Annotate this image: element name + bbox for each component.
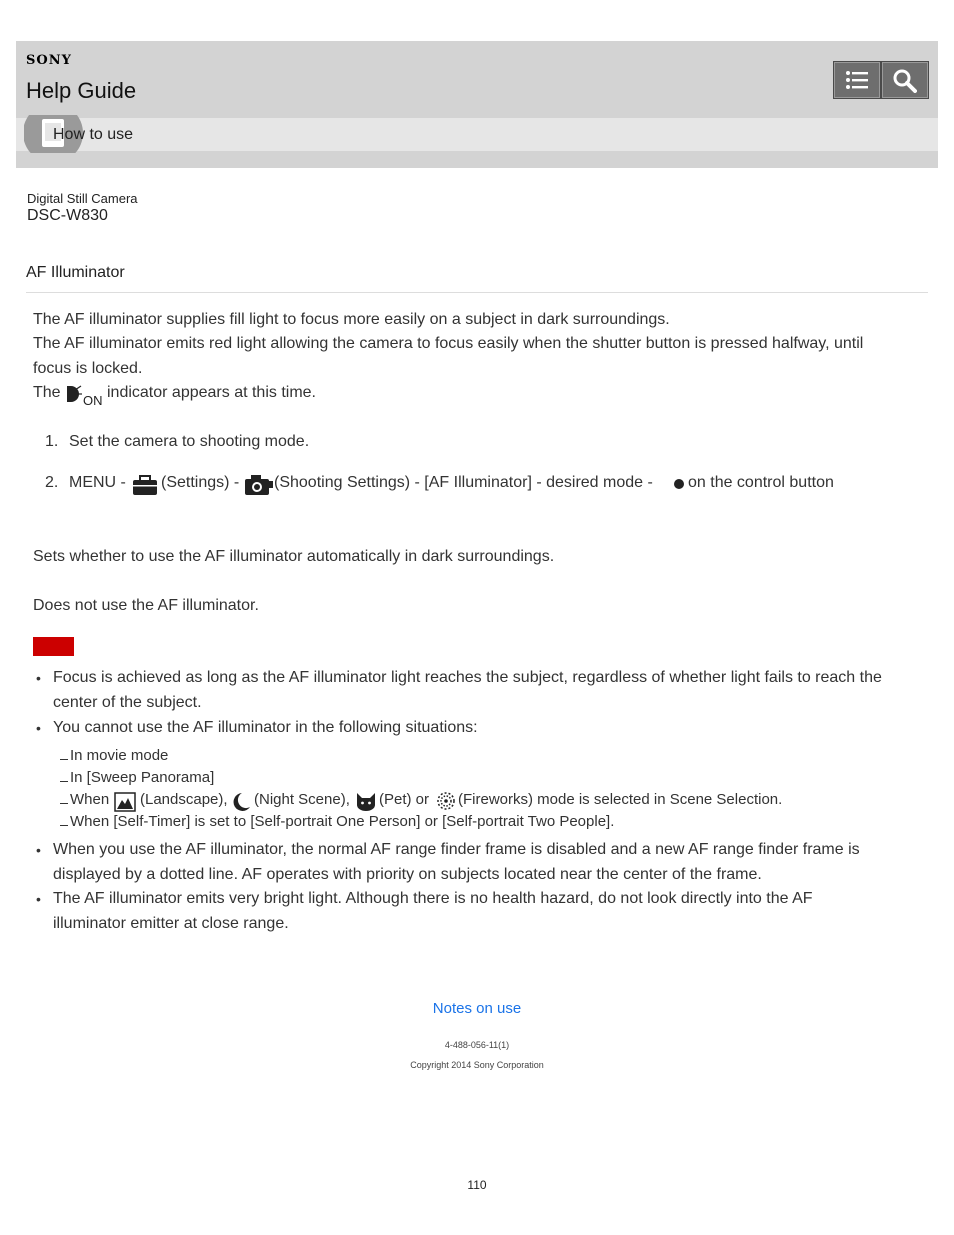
step-2-settings: (Settings) -	[161, 474, 240, 491]
control-button-center-icon	[672, 477, 686, 491]
situation-pet: (Pet) or	[379, 791, 430, 808]
help-guide-title: Help Guide	[26, 78, 137, 103]
af-illuminator-on-icon	[65, 384, 105, 406]
document-code: 4-488-056-11(1)	[444, 1040, 510, 1050]
step-2-number: 2.	[45, 474, 59, 491]
breadcrumb-how-to-use[interactable]: How to use	[53, 126, 134, 143]
note-3-line-1: When you use the AF illuminator, the normal AF range finder frame is disabled and a new AF range finder frame is	[53, 841, 860, 858]
note-3-line-2: displayed by a dotted line. AF operates with priority on subjects located near the center of the frame.	[53, 866, 762, 883]
step-1-text: Set the camera to shooting mode.	[69, 433, 310, 450]
step-1-number: 1.	[45, 433, 59, 450]
settings-toolbox-icon	[132, 474, 158, 496]
sony-logo: SONY	[26, 53, 72, 68]
bullet-2: •	[36, 720, 41, 736]
page-number: 110	[467, 1178, 487, 1192]
copyright: Copyright 2014 Sony Corporation	[410, 1060, 544, 1070]
search-button[interactable]	[881, 61, 929, 99]
intro-paragraph-2b: focus is locked.	[33, 360, 143, 377]
note-4	[53, 886, 923, 936]
intro-paragraph-1: The AF illuminator supplies fill light to focus more easily on a subject in dark surroundings.	[33, 311, 670, 328]
option-auto-description: Sets whether to use the AF illuminator automatically in dark surroundings.	[33, 548, 555, 565]
option-off-description: Does not use the AF illuminator.	[33, 597, 259, 614]
step-2-menu: MENU -	[69, 474, 126, 491]
notes-on-use-link[interactable]: Notes on use	[432, 1000, 522, 1017]
situation-sweep	[60, 769, 214, 786]
situation-movie	[60, 747, 168, 764]
situation-self-timer-text: When [Self-Timer] is set to [Self-portrait One Person] or [Self-portrait Two People].	[70, 813, 615, 830]
contents-button[interactable]	[833, 61, 881, 99]
landscape-icon	[114, 792, 136, 812]
search-icon	[893, 69, 917, 93]
intro-paragraph-3-post: indicator appears at this time.	[107, 384, 316, 401]
note-badge	[33, 637, 74, 656]
product-model: DSC-W830	[27, 207, 108, 224]
list-icon	[845, 69, 869, 91]
note-4-line-2: illuminator emitter at close range.	[53, 915, 289, 932]
situation-scene	[60, 791, 109, 808]
situation-night: (Night Scene),	[254, 791, 350, 808]
situation-self-timer	[60, 813, 614, 830]
note-2: You cannot use the AF illuminator in the following situations:	[53, 719, 478, 736]
situation-fireworks: (Fireworks) mode is selected in Scene Selection.	[458, 791, 783, 808]
note-1-line-1: Focus is achieved as long as the AF illuminator light reaches the subject, regardless of whether light fails to reach the	[53, 669, 882, 686]
product-category: Digital Still Camera	[27, 191, 138, 206]
note-1	[53, 665, 923, 715]
bullet-3: •	[36, 842, 41, 858]
note-3	[53, 837, 923, 887]
fireworks-icon	[436, 791, 456, 811]
header-bar	[16, 41, 938, 168]
page-title: AF Illuminator	[26, 264, 125, 281]
step-2-control: on the control button	[688, 474, 834, 491]
situation-movie-text: In movie mode	[70, 747, 169, 764]
intro-paragraph-3-pre: The	[33, 384, 61, 401]
svg-text:ON: ON	[83, 393, 103, 406]
step-2-shooting-settings: (Shooting Settings) - [AF Illuminator] - desired mode -	[274, 474, 653, 491]
note-1-line-2: center of the subject.	[53, 694, 202, 711]
title-divider	[26, 292, 928, 293]
note-4-line-1: The AF illuminator emits very bright light. Although there is no health hazard, do not look directly into the AF	[53, 890, 813, 907]
shooting-settings-camera-icon	[244, 474, 274, 496]
bullet-1: •	[36, 670, 41, 686]
situation-scene-when: When	[70, 791, 110, 808]
night-scene-moon-icon	[232, 792, 252, 812]
breadcrumb	[16, 118, 938, 151]
situation-landscape: (Landscape),	[140, 791, 228, 808]
pet-cat-icon	[355, 791, 377, 811]
bullet-4: •	[36, 891, 41, 907]
situation-sweep-text: In [Sweep Panorama]	[70, 769, 215, 786]
intro-paragraph-2a: The AF illuminator emits red light allowing the camera to focus easily when the shutter button is pressed halfway, until	[33, 335, 864, 352]
